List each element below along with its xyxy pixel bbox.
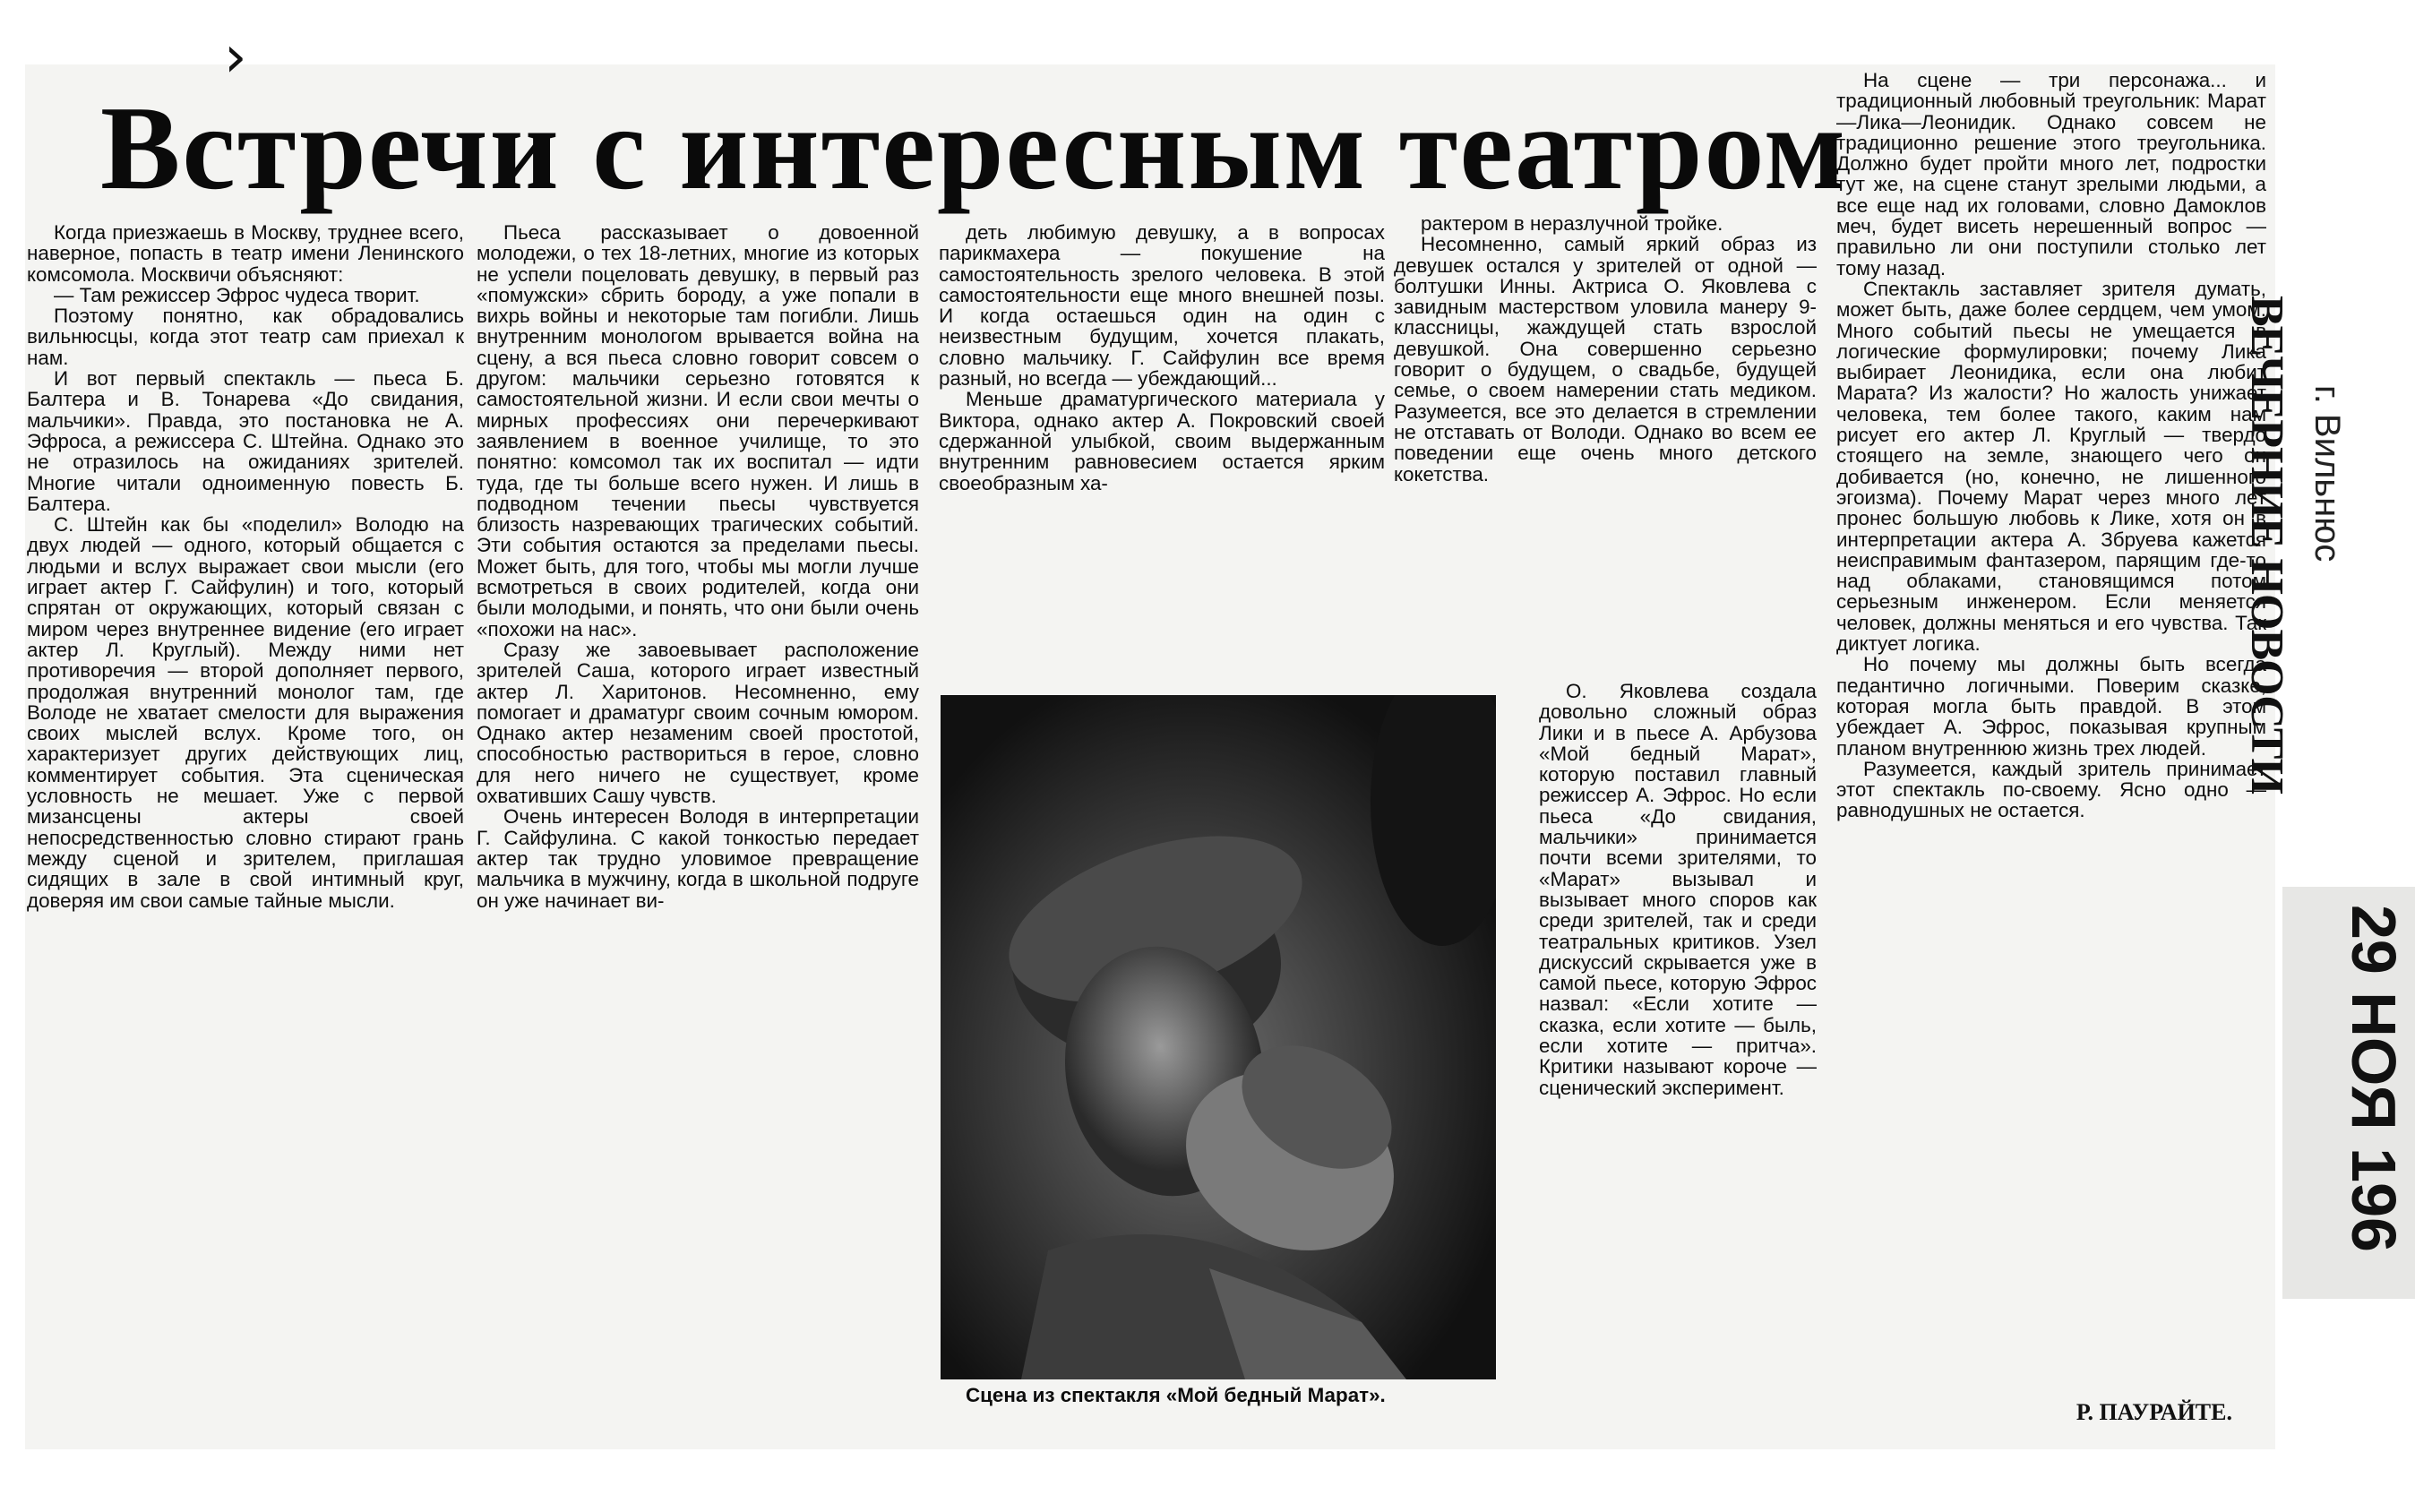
article-paragraph: О. Яковлева создала довольно сложный образ Лики и в пьесе А. Арбузова «Мой бедный Марат», которую поставил главный режиссер А. Эфрос. Но если пьеса «До свидания, мальчики» принимается почти всеми зрителями, то «Марат» вызывал и вызывает много споров как среди зрителей, так и среди театральных критиков. Узел дискуссий скрывается уже в самой пьесе, которую Эфрос назвал: «Если хотите — сказка, если хотите — быль, если хотите — притча». Критики называют короче — сценический эксперимент. xyxy=(1539,681,1817,1099)
article-paragraph: деть любимую девушку, а в вопросах парикмахера — покушение на самостоятельность зрелого человека. В этой самостоятельности еще много внешней позы. И когда остаешься один на один с неизвестным будущим, хочется плакать, словно мальчику. Г. Сайфулин все время разный, но всегда — убеждающий... xyxy=(939,222,1385,391)
author-signature: Р. ПАУРАЙТЕ. xyxy=(2076,1399,2232,1425)
article-paragraph: Меньше драматургического материала у Виктора, однако актер А. Покровский своей сдержанной улыбкой, своим выдержанным внутренним равновесием остается ярким своеобразным ха- xyxy=(939,388,1385,494)
article-column-3 xyxy=(939,222,1385,670)
article-paragraph: Сразу же завоевывает расположение зрителей Саша, которого играет известный актер Л. Харитонов. Несомненно, ему помогает и драматург своим сочным юмором. Однако актер незаменим своей простотой, способностью раствориться в герое, словно для него ничего не существует, кроме охвативших Сашу чувств. xyxy=(477,638,919,808)
article-paragraph: — Там режиссер Эфрос чудеса творит. xyxy=(54,283,420,306)
article-paragraph: рактером в неразлучной тройке. xyxy=(1421,213,1723,235)
article-column-5 xyxy=(1539,681,1817,1453)
article-paragraph: Пьеса рассказывает о довоенной молодежи, о тех 18-летних, многие из которых не успели поцеловать девушку, в первый раз «помужски» сбрить бороду, а уже попали в вихрь войны и некоторые там погибли. Лишь внутренним монологом врывается война на сцену, а вся пьеса словно говорит совсем о другом: мальчики серьезно готовятся к самостоятельной жизни. И если свои мечты о мирных профессиях они перечеркивают заявлением в военное училище, то это понятно: комсомол так их воспитал — идти туда, где ты больше всего нужен. И лишь в подводном течении пьесы чувствуется близость назревающих трагических событий. Эти события остаются за пределами пьесы. Может быть, для того, чтобы мы могли лучше всмотреться в своих родителей, когда они были молодыми, и понять, что они были очень «похожи на нас». xyxy=(477,222,919,640)
date-stamp: 29 НОЯ 196 xyxy=(2339,905,2409,1252)
article-paragraph: Когда приезжаешь в Москву, труднее всего, наверное, попасть в театр имени Ленинского комсомола. Москвичи объясняют: xyxy=(27,222,464,286)
article-paragraph: Несомненно, самый яркий образ из девушек остался у зрителей от одной — болтушки Инны. Актриса О. Яковлева с завидным мастерством уловила манеру 9-классницы, жаждущей стать взрослой девушкой. Она совершенно серьезно говорит о будущем, о свадьбе, будущей семье, о своем намерении стать медиком. Разумеется, все это делается в стремлении не отставать от Володи. Однако во всем ее поведении еще очень много детского кокетства. xyxy=(1394,233,1817,485)
article-column-1 xyxy=(27,222,464,1449)
article-paragraph: Очень интересен Володя в интерпретации Г. Сайфулина. С какой тонкостью передает актер так трудно уловимое превращение мальчика в мужчину, когда в школьной подруге он уже начинает ви- xyxy=(477,805,919,912)
article-paragraph: Поэтому понятно, как обрадовались вильнюсцы, когда этот театр сам приехал к нам. xyxy=(27,305,464,369)
article-headline: Встречи с интересным театром xyxy=(100,82,1848,214)
handwritten-mark: › xyxy=(224,24,247,90)
article-paragraph: Спектакль заставляет зрителя думать, может быть, даже более сердцем, чем умом. Много событий пьесы не умещается в логические формулировки; почему Лика выбирает Леонидика, если она любит Марата? Из жалости? Но жалость унижает человека, тем более такого, каким нам рисует его актер Л. Круглый — твердо стоящего на земле, знающего чего он добивается (но, конечно, не лишенного эгоизма). Почему Марат через много лет пронес большую любовь к Лике, хотя он в интерпретации актера А. Збруева кажется неисправимым фантазером, парящим где-то над облаками, становящимся потом серьезным инженером. Если меняется человек, должны меняться и его чувства. Так диктует логика. xyxy=(1836,277,2266,656)
article-paragraph: С. Штейн как бы «поделил» Володю на двух людей — одного, который общается с людьми и вслух выражает свои мысли (его играет актер Г. Сайфулин) и того, который спрятан от окружающих, который связан с миром через внутреннее видение (его играет актер Л. Круглый). Между ними нет противоречия — второй дополняет первого, продолжая внутренний монолог там, где Володе не хватает смелости для выражения своих мыслей вслух. Кроме того, он характеризует других действующих лиц, комментирует события. Эта сценическая условность не мешает. Уже с первой мизансцены актеры своей непосредственностью словно стирают грань между сценой и зрителем, приглашая сидящих в зале в свой интимный круг, доверяя им свои самые тайные мысли. xyxy=(27,513,464,912)
article-photo xyxy=(941,695,1496,1379)
stage-scene-image xyxy=(941,695,1496,1379)
article-paragraph: И вот первый спектакль — пьеса Б. Балтера и В. Тонарева «До свидания, мальчики». Правда, это постановка не А. Эфроса, а режиссера С. Штейна. Однако это не отразилось на ожиданиях зрителей. Многие читали одноименную повесть Б. Балтера. xyxy=(27,367,464,515)
article-column-2 xyxy=(477,222,919,1449)
article-column-4 xyxy=(1394,213,1817,670)
article-paragraph: Но почему мы должны быть всегда педантично логичными. Поверим сказке, которая могла быть правдой. В этом убеждает А. Эфрос, показывая крупным планом внутреннюю жизнь трех людей. xyxy=(1836,653,2266,760)
article-paragraph: На сцене — три персонажа... и традиционный любовный треугольник: Марат—Лика—Леонидик. Однако совсем не традиционно решение этого треугольника. Должно будет пройти много лет, подростки тут же, на сцене станут зрелыми людьми, а все еще над их головами, словно Дамоклов меч, будет висеть нерешенный вопрос — правильно ли они поступили столько лет тому назад. xyxy=(1836,70,2266,279)
photo-caption: Сцена из спектакля «Мой бедный Марат». xyxy=(966,1384,1386,1406)
article-paragraph: Разумеется, каждый зритель принимает этот спектакль по-своему. Ясно одно — равнодушных не остается. xyxy=(1836,757,2266,822)
newspaper-city: г. Вильнюс xyxy=(2308,385,2347,563)
newspaper-name: ВЕЧЕРНИЕ НОВОСТИ xyxy=(2241,296,2292,794)
article-column-6 xyxy=(1836,70,2266,1397)
